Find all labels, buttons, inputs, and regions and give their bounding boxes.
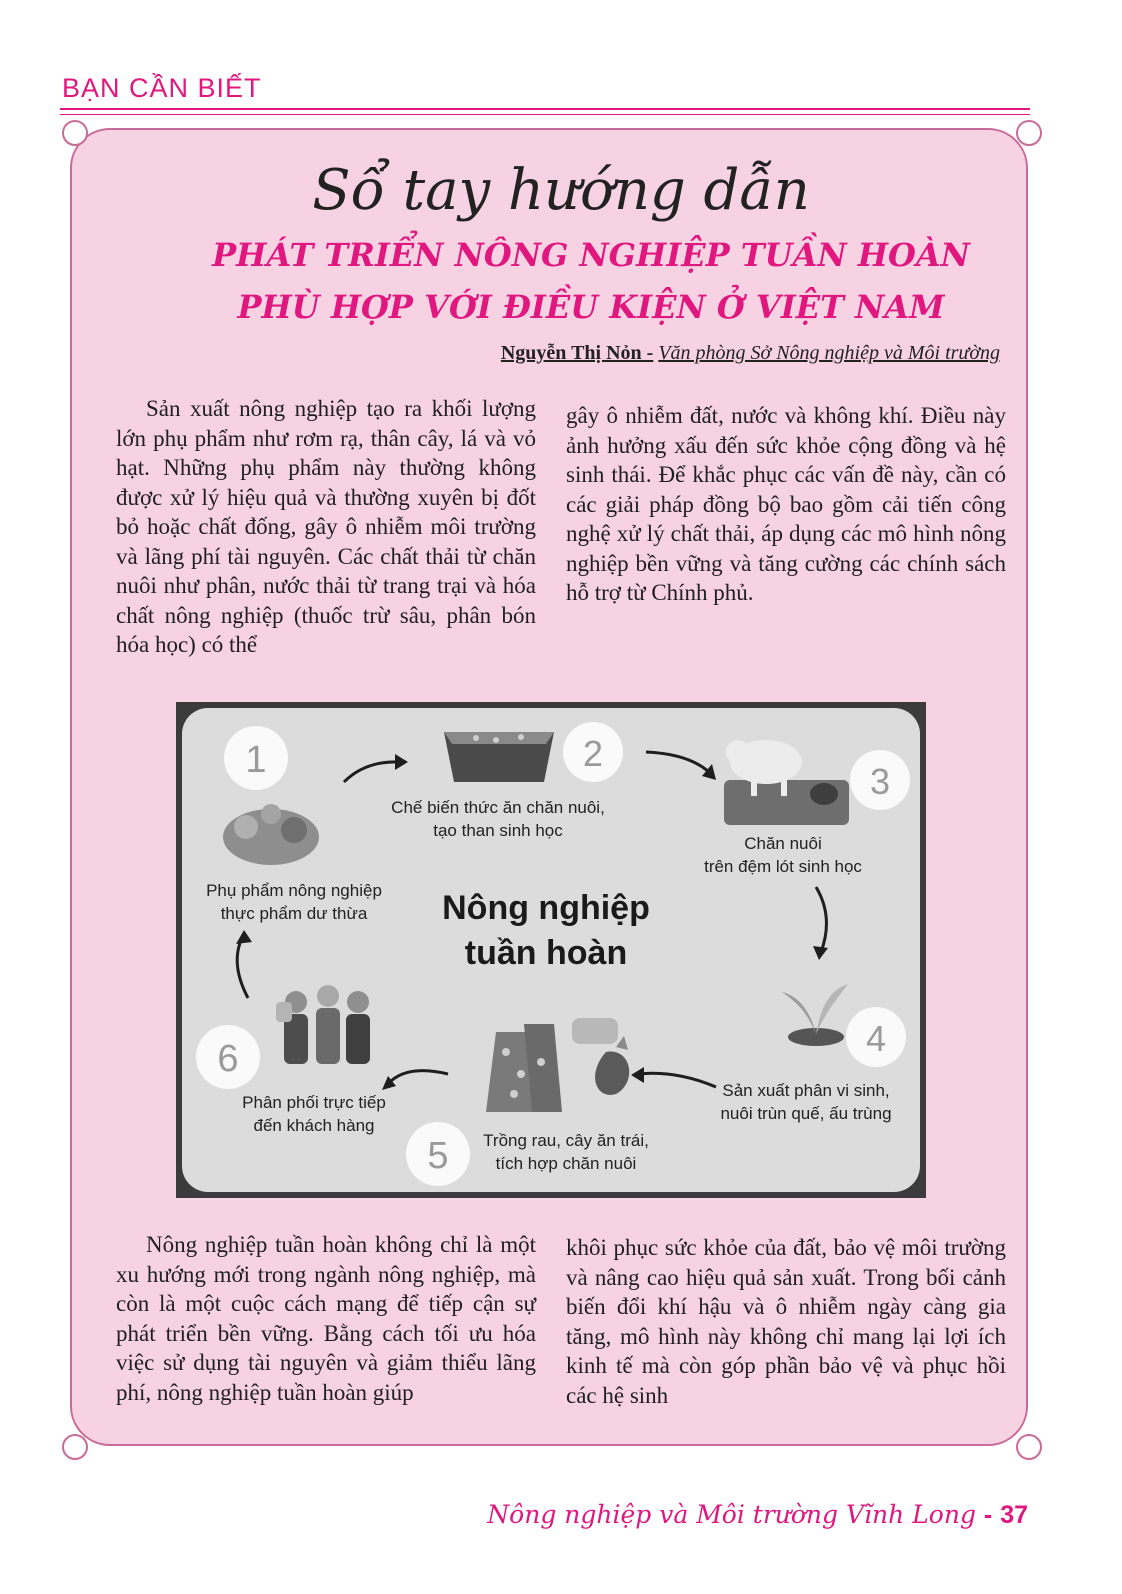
body-paragraph: gây ô nhiễm đất, nước và không khí. Điều này ảnh hưởng xấu đến sức khỏe cộng đồng và hệ sinh thái. Để khắc phục các vấn đề này, cần có các giải pháp đồng bộ bao gồm cải tiến công nghệ xử lý chất thải, áp dụng các mô hình nông nghiệp bền vững và tăng cường các chính sách hỗ trợ từ Chính phủ.	[566, 403, 1006, 605]
author-affiliation: Văn phòng Sở Nông nghiệp và Môi trường	[658, 342, 1000, 364]
step-6-badge	[196, 1025, 260, 1089]
headline-line-1: PHÁT TRIỂN NÔNG NGHIỆP TUẦN HOÀN	[212, 236, 970, 274]
byline	[501, 342, 1000, 365]
step-1-badge	[224, 726, 288, 790]
page-number: 37	[1000, 1501, 1028, 1529]
circular-agriculture-diagram	[176, 702, 926, 1198]
step-4-label: nuôi trùn quế, ấu trùng	[720, 1104, 892, 1123]
magazine-name: Nông nghiệp và Môi trường Vĩnh Long	[487, 1500, 976, 1529]
step-3-label: trên đệm lót sinh học	[704, 857, 862, 876]
section-label: BẠN CẦN BIẾT	[62, 73, 262, 103]
footer-separator: -	[983, 1501, 993, 1529]
feed-tray-illustration	[444, 732, 554, 782]
corner-ornament	[62, 120, 88, 146]
step-1-label: Phụ phẩm nông nghiệp	[206, 881, 382, 900]
diagram-center-title: Nông nghiệp	[442, 889, 650, 927]
step-2-label: tạo than sinh học	[433, 821, 563, 840]
step-3-label: Chăn nuôi	[744, 834, 822, 853]
body-paragraph: Sản xuất nông nghiệp tạo ra khối lượng lớn phụ phẩm như rơm rạ, thân cây, lá và vỏ hạt. Những phụ phẩm này thường không được xử lý hiệu quả và thường xuyên bị đốt bỏ hoặc chất đống, gây ô nhiễm môi trường và lãng phí tài nguyên. Các chất thải từ chăn nuôi như phân, nước thải từ trang trại và hóa chất nông nghiệp (thuốc trừ sâu, phân bón hóa học) có thể	[116, 396, 536, 657]
svg-text:1: 1	[245, 739, 267, 781]
step-1-label: thực phẩm dư thừa	[220, 904, 368, 923]
header-rule	[60, 108, 1030, 110]
script-title: Sổ tay hướng dẫn	[312, 158, 810, 223]
corner-ornament	[62, 1434, 88, 1460]
body-paragraph: Nông nghiệp tuần hoàn không chỉ là một xu hướng mới trong ngành nông nghiệp, mà còn là một cuộc cách mạng để tiếp cận sự phát triển bền vững. Bằng cách tối ưu hóa việc sử dụng tài nguyên và giảm thiểu lãng phí, nông nghiệp tuần hoàn giúp	[116, 1232, 536, 1405]
headline-line-2: PHÙ HỢP VỚI ĐIỀU KIỆN Ở VIỆT NAM	[237, 288, 945, 326]
step-5-label: Trồng rau, cây ăn trái,	[483, 1131, 649, 1150]
svg-text:3: 3	[869, 761, 891, 802]
corner-ornament	[1016, 120, 1042, 146]
svg-text:5: 5	[427, 1135, 449, 1177]
step-4-badge	[846, 1007, 906, 1067]
step-3-badge	[850, 750, 910, 810]
corner-ornament	[1016, 1434, 1042, 1460]
step-4-label: Sản xuất phân vi sinh,	[722, 1081, 890, 1100]
author-name: Nguyễn Thị Nỏn -	[500, 342, 654, 364]
step-6-label: Phân phối trực tiếp	[242, 1093, 386, 1112]
step-5-label: tích hợp chăn nuôi	[495, 1154, 637, 1173]
page-footer	[487, 1500, 1028, 1530]
step-6-label: đến khách hàng	[253, 1116, 375, 1135]
svg-text:6: 6	[217, 1038, 239, 1080]
step-2-badge	[563, 722, 623, 782]
step-2-label: Chế biến thức ăn chăn nuôi,	[391, 798, 605, 817]
svg-text:4: 4	[865, 1018, 887, 1059]
step-5-badge	[406, 1122, 470, 1186]
svg-text:2: 2	[582, 733, 604, 774]
header-rule-thin	[60, 114, 1030, 115]
diagram-center-title: tuần hoàn	[464, 934, 628, 972]
farmers-illustration	[276, 985, 370, 1064]
body-paragraph: khôi phục sức khỏe của đất, bảo vệ môi trường và nâng cao hiệu quả sản xuất. Trong bối cảnh biến đổi khí hậu và ô nhiễm ngày càng gia tăng, mô hình này không chỉ mang lại lợi ích kinh tế mà còn góp phần bảo vệ và phục hồi các hệ sinh	[566, 1235, 1006, 1408]
